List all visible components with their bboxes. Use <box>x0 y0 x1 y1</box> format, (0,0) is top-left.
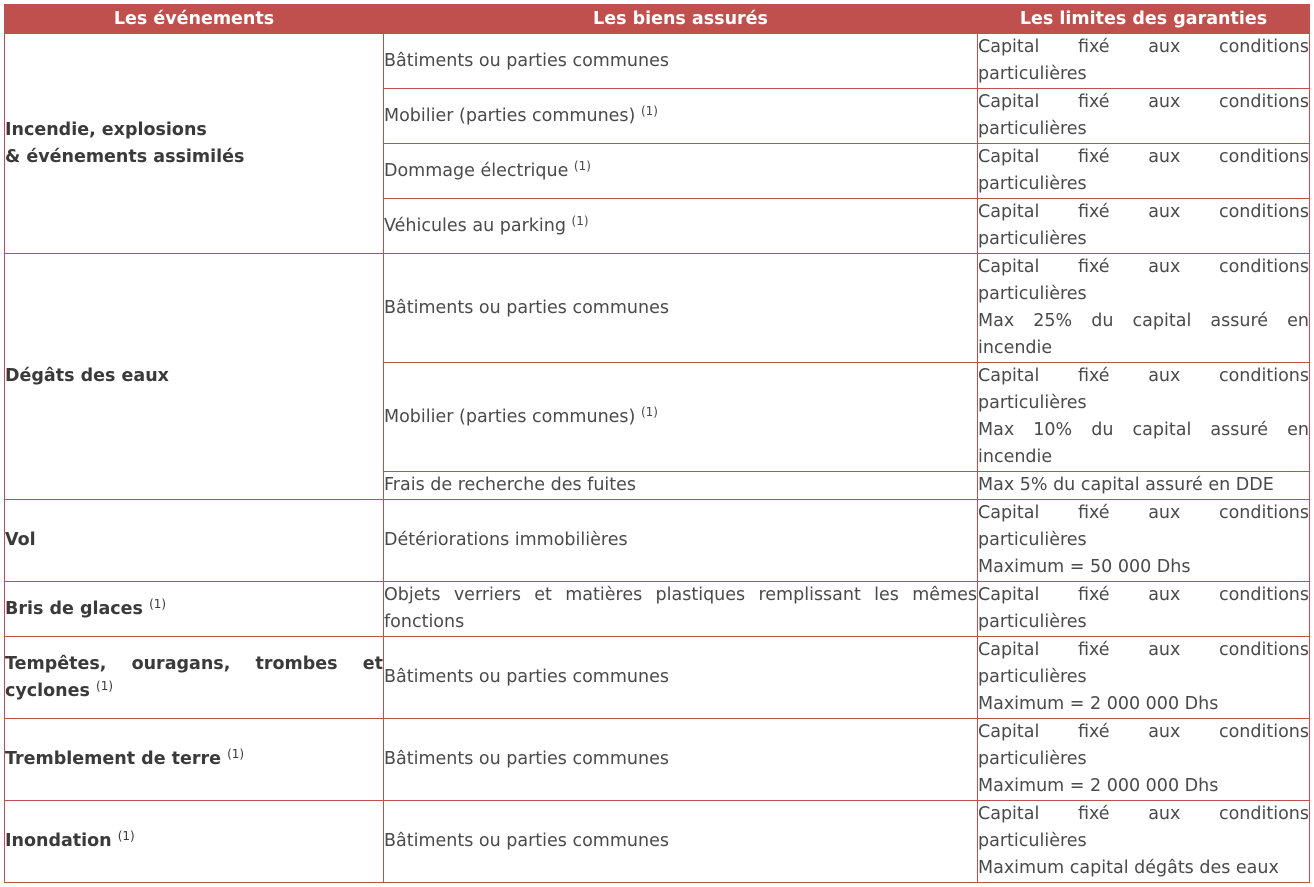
event-bris-de-glaces: Bris de glaces $^{(1)}$ <box>5 582 384 637</box>
goods-cell: Frais de recherche des fuites <box>384 472 978 500</box>
event-incendie: Incendie, explosions & événements assimilés <box>5 34 384 254</box>
goods-cell: Bâtiments ou parties communes <box>384 801 978 883</box>
footnote-mark: (1) <box>571 213 589 228</box>
footnote-mark: (1) <box>640 103 658 118</box>
limit-cell: Capital fixé aux conditions particulières Maximum capital dégâts des eaux <box>978 801 1310 883</box>
goods-cell: Bâtiments ou parties communes <box>384 719 978 801</box>
goods-cell: Bâtiments ou parties communes <box>384 637 978 719</box>
limit-cell: Capital fixé aux conditions particulières <box>978 144 1310 199</box>
event-vol: Vol <box>5 500 384 582</box>
goods-cell: Détériorations immobilières <box>384 500 978 582</box>
table-row <box>5 34 1310 89</box>
limit-cell: Capital fixé aux conditions particulières <box>978 34 1310 89</box>
table-row <box>5 582 1310 637</box>
header-row <box>5 5 1310 34</box>
table-row <box>5 637 1310 719</box>
goods-cell: Mobilier (parties communes) $^{(1)}$ <box>384 363 978 472</box>
table-row <box>5 500 1310 582</box>
limit-cell: Capital fixé aux conditions particulières <box>978 582 1310 637</box>
header-events: Les événements <box>5 5 384 34</box>
goods-cell: Mobilier (parties communes) $^{(1)}$ <box>384 89 978 144</box>
limit-cell: Capital fixé aux conditions particulières Maximum = 2 000 000 Dhs <box>978 719 1310 801</box>
limit-cell: Capital fixé aux conditions particulières <box>978 89 1310 144</box>
limit-cell: Capital fixé aux conditions particulières Max 10% du capital assuré en incendie <box>978 363 1310 472</box>
goods-cell: Bâtiments ou parties communes <box>384 34 978 89</box>
goods-cell: Véhicules au parking $^{(1)}$ <box>384 199 978 254</box>
table-row <box>5 719 1310 801</box>
limit-cell: Capital fixé aux conditions particulières <box>978 199 1310 254</box>
goods-cell: Dommage électrique $^{(1)}$ <box>384 144 978 199</box>
table-row <box>5 254 1310 363</box>
event-tremblement-de-terre: Tremblement de terre $^{(1)}$ <box>5 719 384 801</box>
limit-cell: Capital fixé aux conditions particulières Max 25% du capital assuré en incendie <box>978 254 1310 363</box>
footnote-mark: (1) <box>227 747 245 761</box>
footnote-mark: (1) <box>640 404 658 419</box>
limit-cell: Capital fixé aux conditions particulières Maximum = 50 000 Dhs <box>978 500 1310 582</box>
event-tempetes: Tempêtes, ouragans, trombes et cyclones $^{(1)}$ <box>5 637 384 719</box>
guarantees-table <box>4 4 1310 883</box>
header-goods: Les biens assurés <box>384 5 978 34</box>
goods-cell: Objets verriers et matières plastiques remplissant les mêmes fonctions <box>384 582 978 637</box>
limit-cell: Capital fixé aux conditions particulières Maximum = 2 000 000 Dhs <box>978 637 1310 719</box>
goods-cell: Bâtiments ou parties communes <box>384 254 978 363</box>
footnote-mark: (1) <box>117 829 135 843</box>
limit-cell: Max 5% du capital assuré en DDE <box>978 472 1310 500</box>
footnote-mark: (1) <box>573 158 591 173</box>
event-inondation: Inondation $^{(1)}$ <box>5 801 384 883</box>
header-limits: Les limites des garanties <box>978 5 1310 34</box>
footnote-mark: (1) <box>96 678 114 693</box>
footnote-mark: (1) <box>149 596 167 611</box>
event-degats-des-eaux: Dégâts des eaux <box>5 254 384 500</box>
table-row <box>5 801 1310 883</box>
